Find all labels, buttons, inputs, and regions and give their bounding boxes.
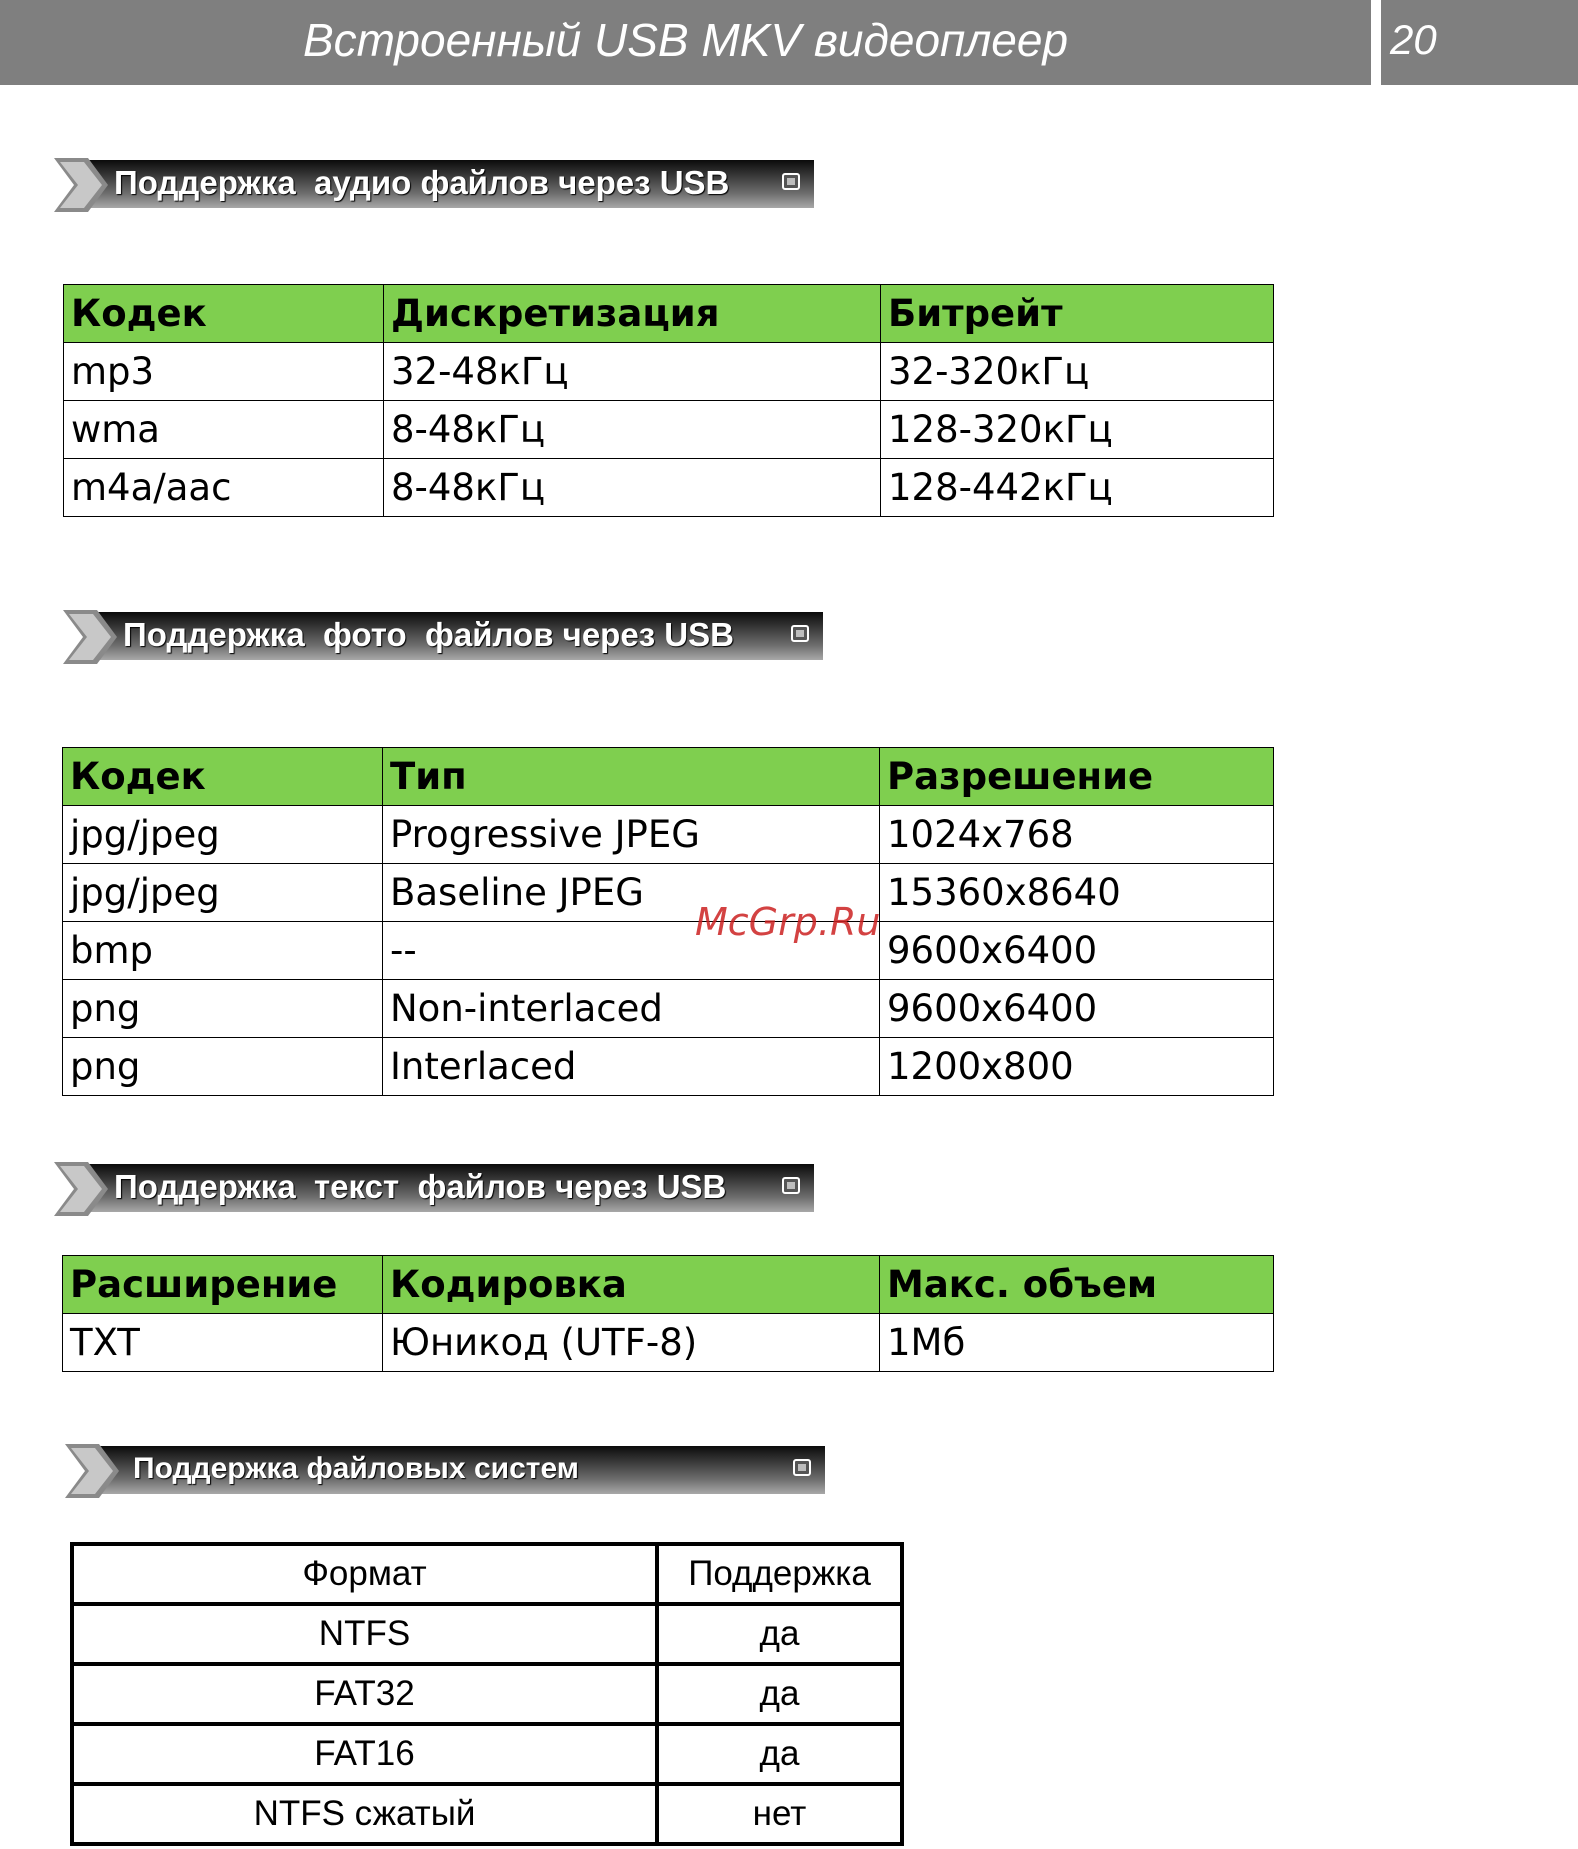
table-cell: png bbox=[63, 1038, 383, 1096]
table-cell: TXT bbox=[63, 1314, 383, 1372]
table-cell: 9600x6400 bbox=[880, 922, 1274, 980]
section-banner-filesystems bbox=[65, 1444, 825, 1498]
table-cell: 15360x8640 bbox=[880, 864, 1274, 922]
table-cell: png bbox=[63, 980, 383, 1038]
table-cell: 1Мб bbox=[880, 1314, 1274, 1372]
chevron-right-icon bbox=[54, 158, 114, 212]
table-row bbox=[72, 1784, 902, 1844]
table-cell: 9600x6400 bbox=[880, 980, 1274, 1038]
table-row bbox=[72, 1604, 902, 1664]
column-header: Макс. объем bbox=[880, 1256, 1274, 1314]
table-cell: FAT32 bbox=[72, 1664, 657, 1724]
table-row bbox=[63, 980, 1274, 1038]
table-cell: да bbox=[657, 1664, 902, 1724]
table-cell: jpg/jpeg bbox=[63, 864, 383, 922]
table-row bbox=[63, 922, 1274, 980]
table-row bbox=[63, 806, 1274, 864]
table-cell: NTFS сжатый bbox=[72, 1784, 657, 1844]
table-row bbox=[64, 401, 1274, 459]
table-cell: да bbox=[657, 1604, 902, 1664]
column-header: Кодек bbox=[64, 285, 384, 343]
column-header: Формат bbox=[72, 1544, 657, 1604]
table-row bbox=[64, 343, 1274, 401]
table-header-row bbox=[64, 285, 1274, 343]
table-cell: 32-320кГц bbox=[881, 343, 1274, 401]
table-row bbox=[64, 459, 1274, 517]
table-cell: bmp bbox=[63, 922, 383, 980]
page-number: 20 bbox=[1390, 16, 1437, 63]
chevron-right-icon bbox=[65, 1444, 125, 1498]
section-heading-audio: Поддержка аудио файлов через USB bbox=[114, 164, 730, 201]
column-header: Битрейт bbox=[881, 285, 1274, 343]
table-cell: Progressive JPEG bbox=[383, 806, 880, 864]
table-cell: 1200x800 bbox=[880, 1038, 1274, 1096]
square-icon bbox=[782, 173, 800, 190]
photo-table bbox=[62, 747, 1274, 1096]
table-cell: mp3 bbox=[64, 343, 384, 401]
table-cell: Юникод (UTF-8) bbox=[383, 1314, 880, 1372]
column-header: Кодировка bbox=[383, 1256, 880, 1314]
table-cell: 128-442кГц bbox=[881, 459, 1274, 517]
table-cell: NTFS bbox=[72, 1604, 657, 1664]
section-heading-text: Поддержка текст файлов через USB bbox=[114, 1168, 727, 1205]
column-header: Поддержка bbox=[657, 1544, 902, 1604]
section-banner-audio bbox=[54, 158, 814, 212]
chevron-right-icon bbox=[54, 1162, 114, 1216]
table-cell: 1024x768 bbox=[880, 806, 1274, 864]
table-row bbox=[63, 1314, 1274, 1372]
section-banner-text bbox=[54, 1162, 814, 1216]
column-header: Разрешение bbox=[880, 748, 1274, 806]
section-heading-photo: Поддержка фото файлов через USB bbox=[123, 616, 734, 653]
square-icon bbox=[782, 1177, 800, 1194]
audio-table bbox=[63, 284, 1274, 517]
text-table bbox=[62, 1255, 1274, 1372]
table-cell: Non-interlaced bbox=[383, 980, 880, 1038]
square-icon bbox=[793, 1459, 811, 1476]
table-cell: Interlaced bbox=[383, 1038, 880, 1096]
table-header-row bbox=[63, 748, 1274, 806]
table-cell: FAT16 bbox=[72, 1724, 657, 1784]
table-cell: m4a/aac bbox=[64, 459, 384, 517]
section-banner-photo bbox=[63, 610, 823, 664]
column-header: Кодек bbox=[63, 748, 383, 806]
table-cell: -- bbox=[383, 922, 880, 980]
table-cell: wma bbox=[64, 401, 384, 459]
column-header: Расширение bbox=[63, 1256, 383, 1314]
table-row bbox=[63, 864, 1274, 922]
chevron-right-icon bbox=[63, 610, 123, 664]
table-cell: 8-48кГц bbox=[384, 459, 881, 517]
filesystem-table bbox=[70, 1542, 904, 1846]
table-cell: jpg/jpeg bbox=[63, 806, 383, 864]
table-cell: нет bbox=[657, 1784, 902, 1844]
table-header-row bbox=[72, 1544, 902, 1604]
column-header: Тип bbox=[383, 748, 880, 806]
table-cell: 8-48кГц bbox=[384, 401, 881, 459]
table-cell: да bbox=[657, 1724, 902, 1784]
square-icon bbox=[791, 625, 809, 642]
watermark: McGrp.Ru bbox=[695, 900, 881, 944]
table-cell: 32-48кГц bbox=[384, 343, 881, 401]
table-row bbox=[72, 1664, 902, 1724]
table-row bbox=[63, 1038, 1274, 1096]
table-header-row bbox=[63, 1256, 1274, 1314]
table-cell: 128-320кГц bbox=[881, 401, 1274, 459]
column-header: Дискретизация bbox=[384, 285, 881, 343]
section-heading-filesystems: Поддержка файловых систем bbox=[133, 1452, 579, 1485]
table-cell: Baseline JPEG bbox=[383, 864, 880, 922]
page-title: Встроенный USB MKV видеоплеер bbox=[302, 14, 1069, 66]
table-row bbox=[72, 1724, 902, 1784]
